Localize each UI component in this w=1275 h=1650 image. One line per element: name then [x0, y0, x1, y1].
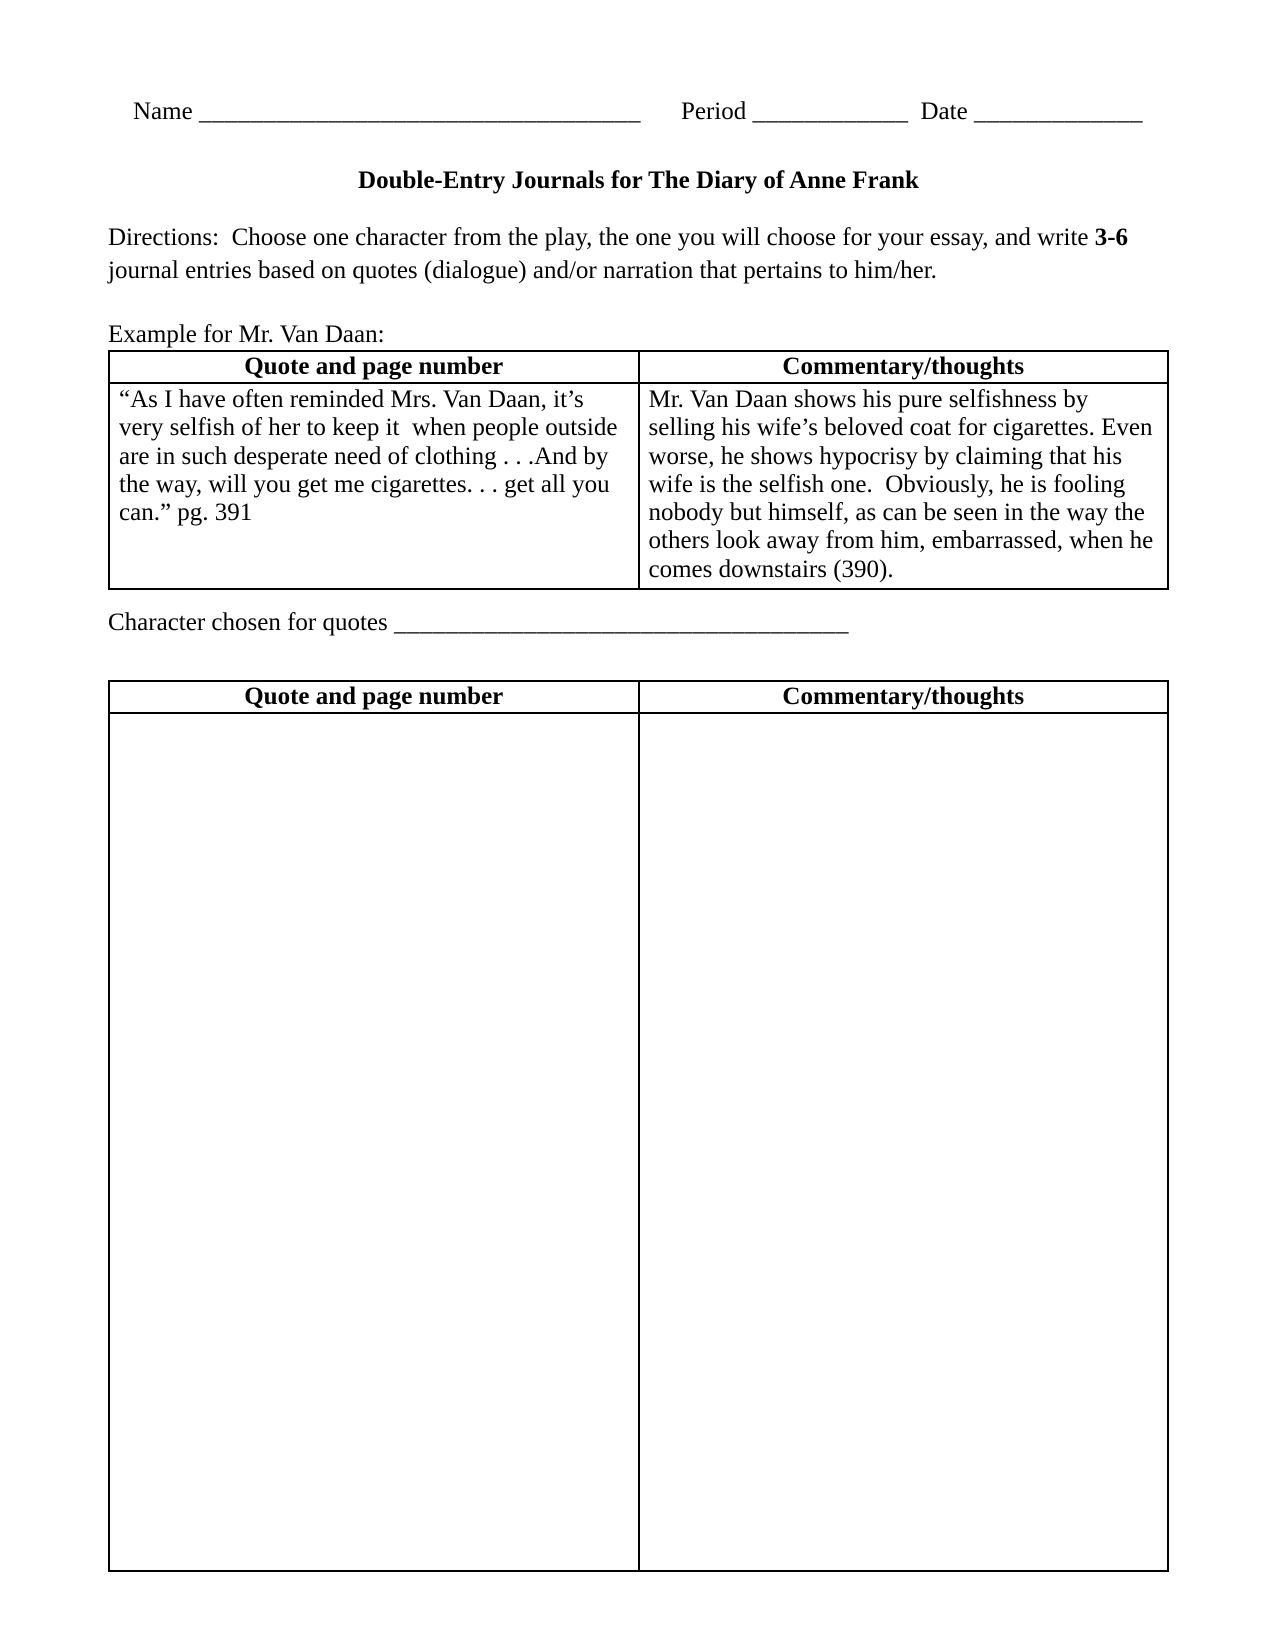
date-label: Date	[920, 98, 974, 125]
character-chosen-label: Character chosen for quotes	[108, 608, 394, 636]
entry-column-header-commentary: Commentary/thoughts	[639, 681, 1169, 713]
period-label: Period	[680, 98, 753, 125]
example-commentary-cell: Mr. Van Daan shows his pure selfishness by selling his wife’s beloved coat for cigarettes. Even worse, he shows hypocrisy by claiming that his wife is the selfish one. Obviously, he is fooling nobody but himself, as can be seen in the way the others look away from him, embarrassed, when he comes downstairs (390).	[639, 383, 1169, 589]
period-blank[interactable]: ____________	[752, 98, 909, 125]
directions-prefix: Directions: Choose one character from the play, the one you will choose for your essay, and write	[108, 224, 1095, 251]
name-blank[interactable]: __________________________________	[198, 98, 641, 125]
name-label: Name	[133, 98, 199, 125]
entry-table-row	[109, 713, 1168, 1571]
example-quote-cell: “As I have often reminded Mrs. Van Daan, it’s very selfish of her to keep it when people outside are in such desperate need of clothing . . .And by the way, will you get me cigarettes. . . get all you can.” pg. 391	[109, 383, 639, 589]
entry-table-header-row	[109, 681, 1168, 713]
example-table-header-row	[109, 351, 1168, 383]
entry-commentary-cell[interactable]	[639, 713, 1169, 1571]
example-table-row	[109, 383, 1168, 589]
directions-text	[108, 222, 1169, 287]
example-column-header-commentary: Commentary/thoughts	[639, 351, 1169, 383]
entry-column-header-quote: Quote and page number	[109, 681, 639, 713]
example-table	[108, 350, 1169, 590]
page-title: Double-Entry Journals for The Diary of Anne Frank	[358, 167, 919, 194]
character-chosen-blank[interactable]: ___________________________________	[394, 608, 849, 636]
directions-bold-emphasis: 3-6	[1094, 224, 1129, 251]
date-blank[interactable]: _____________	[973, 98, 1143, 125]
name-period-date-row	[108, 70, 1169, 154]
example-label: Example for Mr. Van Daan:	[108, 321, 385, 348]
example-column-header-quote: Quote and page number	[109, 351, 639, 383]
entry-quote-cell[interactable]	[109, 713, 639, 1571]
directions-suffix: journal entries based on quotes (dialogue) and/or narration that pertains to him/her.	[108, 224, 1135, 284]
entry-table	[108, 680, 1169, 1572]
character-chosen-line	[108, 609, 1169, 637]
